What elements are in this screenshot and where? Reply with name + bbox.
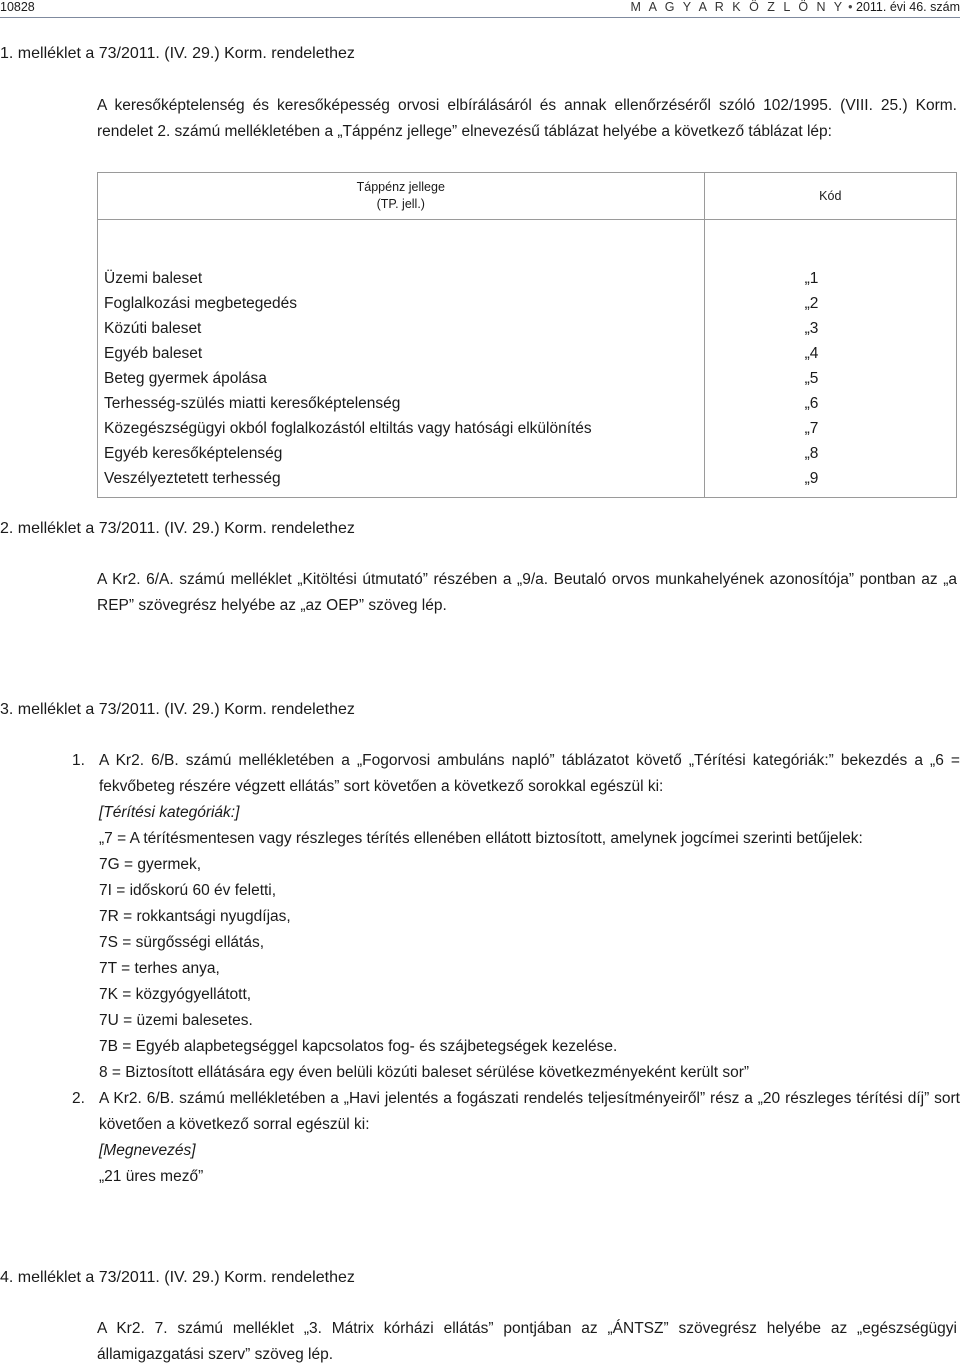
item-line: 8 = Biztosított ellátására egy éven belüli közúti baleset sérülése következményeként került sor” bbox=[99, 1064, 750, 1081]
item-number: 1. bbox=[72, 752, 85, 769]
table-body-row bbox=[98, 220, 957, 498]
header-rule bbox=[0, 17, 960, 18]
table-row-code: „2 bbox=[804, 295, 819, 312]
annex3-list bbox=[72, 748, 960, 1190]
annex1-title: 1. melléklet a 73/2011. (IV. 29.) Korm. rendelethez bbox=[0, 45, 355, 62]
table-header-code: Kód bbox=[704, 173, 956, 220]
item-line: 7G = gyermek, bbox=[99, 856, 202, 873]
item-line: 7U = üzemi balesetes. bbox=[99, 1012, 253, 1029]
table-row-code: „4 bbox=[804, 345, 819, 362]
table-row-label: Foglalkozási megbetegedés bbox=[104, 295, 298, 312]
annex2-title: 2. melléklet a 73/2011. (IV. 29.) Korm. rendelethez bbox=[0, 520, 355, 537]
table-row-label: Egyéb keresőképtelenség bbox=[104, 445, 283, 462]
annex2-text: A Kr2. 6/A. számú melléklet „Kitöltési útmutató” részében a „9/a. Beutaló orvos munkahelyének azonosítója” pontban az „a REP” szövegrész helyébe az „az OEP” szöveg lép. bbox=[97, 571, 957, 614]
tappenz-table bbox=[97, 172, 957, 498]
table-row-code: „3 bbox=[804, 320, 819, 337]
item-line: „21 üres mező” bbox=[99, 1168, 204, 1185]
table-row-label: Üzemi baleset bbox=[104, 270, 203, 287]
bullet-separator: • bbox=[848, 0, 853, 14]
item-number: 2. bbox=[72, 1090, 85, 1107]
table-row-label: Veszélyeztetett terhesség bbox=[104, 470, 281, 487]
annex4-body bbox=[97, 1316, 957, 1368]
list-item bbox=[72, 1086, 960, 1190]
table-header-row bbox=[98, 173, 957, 220]
item-line: 7I = időskorú 60 év feletti, bbox=[99, 882, 277, 899]
journal-title: M A G Y A R K Ö Z L Ö N Y bbox=[630, 0, 845, 14]
table-row-label: Közúti baleset bbox=[104, 320, 202, 337]
table-row-code: „5 bbox=[804, 370, 819, 387]
table-row-label: Terhesség-szülés miatti keresőképtelenség bbox=[104, 395, 401, 412]
annex4-title: 4. melléklet a 73/2011. (IV. 29.) Korm. rendelethez bbox=[0, 1269, 355, 1286]
item-bracket: [Megnevezés] bbox=[99, 1142, 196, 1159]
table-codes-cell bbox=[704, 220, 956, 498]
item-line: 7B = Egyéb alapbetegséggel kapcsolatos fog- és szájbetegségek kezelése. bbox=[99, 1038, 618, 1055]
journal-info bbox=[630, 0, 960, 14]
table-row-code: „6 bbox=[804, 395, 819, 412]
table-row-code: „1 bbox=[804, 270, 819, 287]
annex3-title: 3. melléklet a 73/2011. (IV. 29.) Korm. rendelethez bbox=[0, 701, 355, 718]
item-line: „7 = A térítésmentesen vagy részleges térítés ellenében ellátott biztosított, amelynek jogcímei szerinti betűjelek: bbox=[99, 830, 863, 847]
table-header-type bbox=[98, 173, 705, 220]
table-row-code: „9 bbox=[804, 470, 819, 487]
annex4-text: A Kr2. 7. számú melléklet „3. Mátrix kórházi ellátás” pontjában az „ÁNTSZ” szövegrész helyébe az „egészségügyi államigazgatási szerv” szöveg lép. bbox=[97, 1320, 957, 1363]
item-line: 7S = sürgősségi ellátás, bbox=[99, 934, 264, 951]
item-line: 7K = közgyógyellátott, bbox=[99, 986, 252, 1003]
page-number: 10828 bbox=[0, 0, 35, 14]
item-text: A Kr2. 6/B. számú mellékletében a „Fogorvosi ambuláns napló” táblázatot követő „Térítési kategóriák:” bekezdés a „6 = fekvőbeteg részére végzett ellátás” sort követően a következő sorokkal egészül ki: bbox=[99, 752, 960, 795]
page-header bbox=[0, 0, 960, 16]
table-labels-cell bbox=[98, 220, 705, 498]
annex1-intro-text: A keresőképtelenség és keresőképesség orvosi elbírálásáról és annak ellenőrzéséről szóló 102/1995. (VIII. 25.) Korm. rendelet 2. számú mellékletében a „Táppénz jellege” elnevezésű táblázat helyébe a következő táblázat lép: bbox=[97, 97, 957, 140]
annex2-body bbox=[97, 567, 957, 619]
item-line: 7T = terhes anya, bbox=[99, 960, 220, 977]
item-bracket: [Térítési kategóriák:] bbox=[99, 804, 240, 821]
table-row-label: Közegészségügyi okból foglalkozástól eltiltás vagy hatósági elkülönítés bbox=[104, 420, 592, 437]
header-type-line2: (TP. jell.) bbox=[376, 197, 425, 211]
list-item bbox=[72, 748, 960, 1086]
table-row-label: Egyéb baleset bbox=[104, 345, 203, 362]
header-type-line1: Táppénz jellege bbox=[356, 180, 445, 194]
table-row-code: „8 bbox=[804, 445, 819, 462]
issue-label: 2011. évi 46. szám bbox=[856, 0, 960, 14]
item-text: A Kr2. 6/B. számú mellékletében a „Havi jelentés a fogászati rendelés teljesítményeiről” rész a „20 részleges térítési díj” sort követően a következő sorral egészül ki: bbox=[99, 1090, 960, 1133]
table-row-code: „7 bbox=[804, 420, 819, 437]
table-row-label: Beteg gyermek ápolása bbox=[104, 370, 267, 387]
annex1-intro bbox=[97, 93, 957, 145]
item-line: 7R = rokkantsági nyugdíjas, bbox=[99, 908, 291, 925]
